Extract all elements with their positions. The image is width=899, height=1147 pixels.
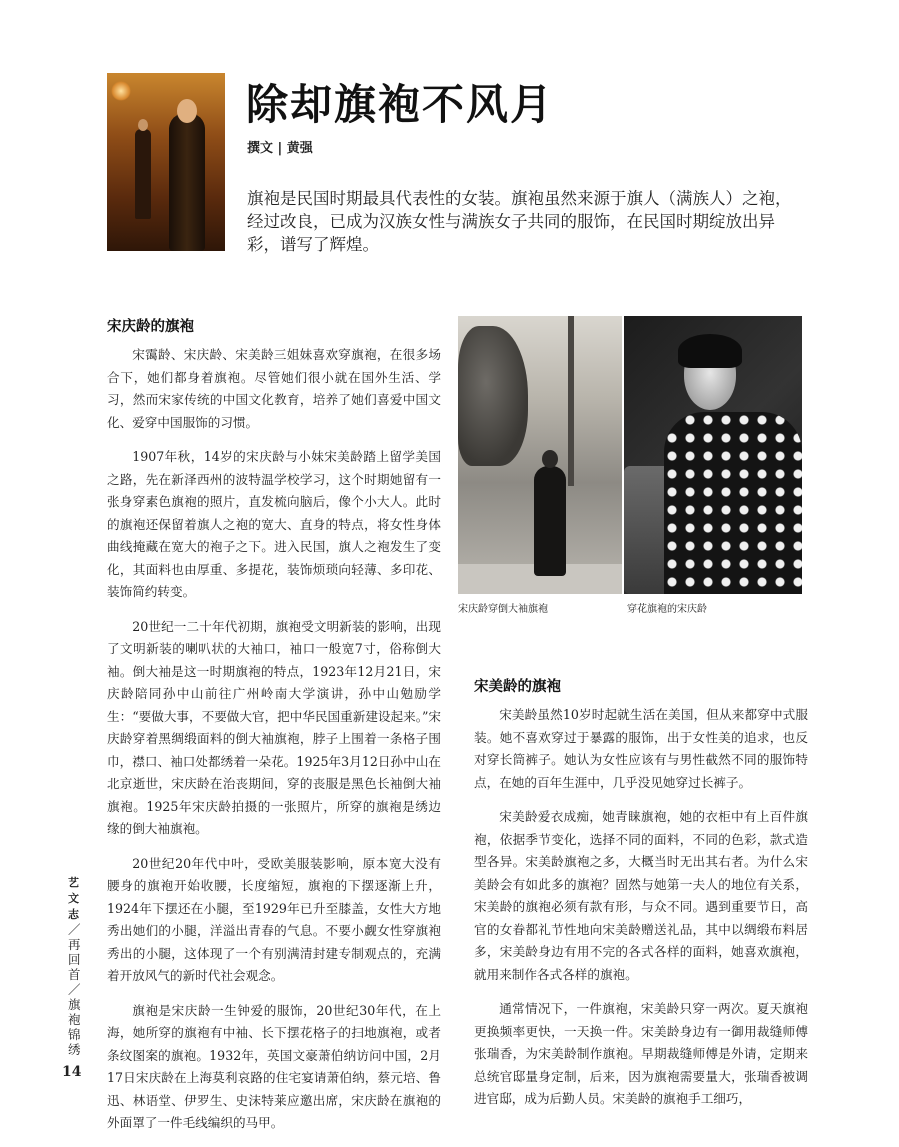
photo-woman-floral-qipao — [624, 316, 802, 594]
section-heading-soong-mei-ling: 宋美龄的旗袍 — [474, 678, 561, 695]
lamp-light — [111, 81, 131, 101]
paragraph: 宋霭龄、宋庆龄、宋美龄三姐妹喜欢穿旗袍，在很多场合下，她们都身着旗袍。尽管她们很小就在国外生活、学习，然而宋家传统的中国文化教育，培养了她们喜爱中国文化、爱穿中国服饰的习惯。 — [107, 347, 441, 430]
photo-caption-right: 穿花旗袍的宋庆龄 — [627, 604, 707, 615]
woman-in-qipao-figure — [169, 113, 205, 251]
girl-figure — [534, 466, 566, 576]
paragraph: 宋美龄爱衣成痴，她青睐旗袍，她的衣柜中有上百件旗袍，依据季节变化，选择不同的面料，不同的色彩，款式造型各异。宋美龄旗袍之多，大概当时无出其右者。为什么宋美龄会有如此多的旗袍？固然与她第一夫人的地位有关系，宋美龄的旗袍必须有款有形，与众不同。遇到重要节日，高官的女眷都礼节性地向宋美龄赠送礼品，其中以绸缎布料居多，宋美龄身边有用不完的各式各样的面料，她喜欢旗袍，就用来制作各式各样的旗袍。 — [474, 809, 808, 982]
magazine-name: 艺文志 — [68, 876, 79, 921]
paragraph: 宋美龄虽然10岁时起就生活在美国，但从来都穿中式服装。她不喜欢穿过于暴露的服饰，出于女性美的追求，也反对穿长筒裤子。她认为女性应该有与男性截然不同的服饰特点，在她的百年生涯中，几乎没见她穿过长裤子。 — [474, 707, 808, 790]
floral-qipao — [664, 412, 802, 594]
section-path: ／再回首／旗袍锦绣 — [68, 922, 81, 1057]
left-column — [107, 316, 441, 1147]
paragraph: 通常情况下，一件旗袍，宋美龄只穿一两次。夏天旗袍更换频率更快，一天换一件。宋美龄身边有一御用裁缝师傅张瑞香，为宋美龄制作旗袍。早期裁缝师傅是外请，定期来总统官邸量身定制，后来，因为旗袍需要量大，张瑞香被调进官邸，成为后勤人员。宋美龄的旗袍手工细巧， — [474, 1001, 808, 1106]
rockery — [458, 326, 528, 466]
paragraph: 旗袍是宋庆龄一生钟爱的服饰，20世纪30年代，在上海，她所穿的旗袍有中袖、长下摆花格子的扫地旗袍，或者条纹图案的旗袍。1932年，英国文豪萧伯纳访问中国，2月17日宋庆龄在上海莫利哀路的住宅宴请萧伯纳，蔡元培、鲁迅、林语堂、伊罗生、史沫特莱应邀出席，宋庆龄在旗袍的外面罩了一件毛线编织的马甲。 — [107, 1002, 441, 1130]
photo-girl-in-garden — [458, 316, 622, 594]
section-heading-soong-ching-ling: 宋庆龄的旗袍 — [107, 318, 194, 335]
article-title: 除却旗袍不风月 — [246, 80, 555, 129]
running-head — [68, 874, 82, 1057]
paragraph: 20世纪20年代中叶，受欧美服装影响，原本宽大没有腰身的旗袍开始收腰，长度缩短，旗袍的下摆逐渐上升，1924年下摆还在小腿，至1929年已升至膝盖，女性大方地秀出她们的小腿，洋溢出青春的气息。不要小觑女性穿旗袍秀出的小腿，这体现了一个有别满清封建专制观点的，充满着开放风气的新时代社会观念。 — [107, 855, 441, 983]
hair — [678, 334, 742, 368]
paragraph: 1907年秋，14岁的宋庆龄与小妹宋美龄踏上留学美国之路，先在新泽西州的波特温学校学习，这个时期她留有一张身穿素色旗袍的照片，直发梳向脑后，像个小大人。此时的旗袍还保留着旗人之袍的宽大、直身的特点，将女性身体曲线掩藏在宽大的袍子之下。进入民国，旗人之袍发生了变化，其面料也由厚重、多提花，装饰烦琐向轻薄、多印花、装饰简约转变。 — [107, 449, 441, 599]
right-column — [474, 676, 808, 1123]
page-number: 14 — [62, 1064, 82, 1080]
hero-photo — [107, 73, 225, 251]
tree-trunk — [568, 316, 574, 486]
photo-caption-left: 宋庆龄穿倒大袖旗袍 — [458, 604, 548, 615]
lede: 旗袍是民国时期最具代表性的女装。旗袍虽然来源于旗人（满族人）之袍，经过改良，已成为汉族女性与满族女子共同的服饰，在民国时期绽放出异彩，谱写了辉煌。 — [247, 189, 792, 254]
background-figure — [135, 129, 151, 219]
paragraph: 20世纪一二十年代初期，旗袍受文明新装的影响，出现了文明新装的喇叭状的大袖口，袖口一般宽7寸，俗称倒大袖。倒大袖是这一时期旗袍的特点，1923年12月21日，宋庆龄陪同孙中山前往广州岭南大学演讲，孙中山勉励学生：“要做大事，不要做大官，把中华民国重新建设起来。”宋庆龄穿着黑绸缎面料的倒大袖旗袍，脖子上围着一条格子围巾，襟口、袖口处都绣着一朵花。1925年3月12日孙中山在北京逝世，宋庆龄在治丧期间，穿的丧服是黑色长袖倒大袖旗袍。1925年宋庆龄拍摄的一张照片，所穿的旗袍是绣边缘的倒大袖旗袍。 — [107, 618, 442, 836]
byline: 撰文 | 黄强 — [247, 141, 313, 156]
